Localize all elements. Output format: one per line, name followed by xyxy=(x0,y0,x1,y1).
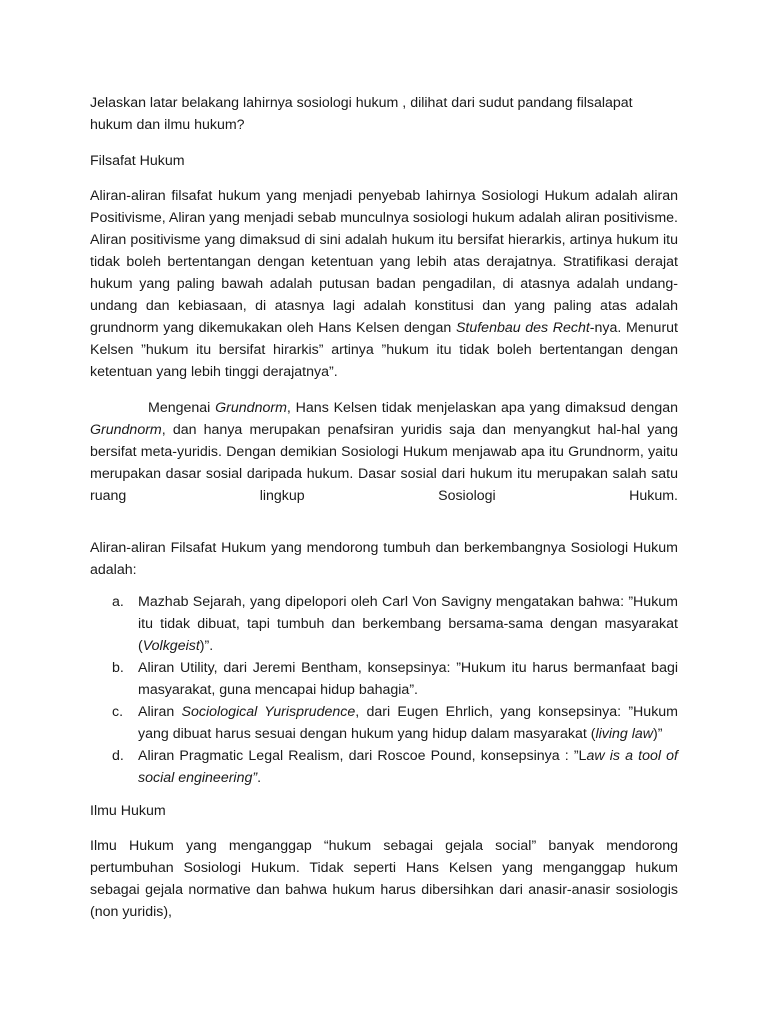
paragraph-text: -nya. Menurut Kelsen ”hukum itu bersifat hirarkis” artinya ”hukum itu tidak boleh bertentangan dengan ketentuan yang lebih tinggi derajatnya”. xyxy=(90,320,678,380)
list-item xyxy=(90,591,678,657)
paragraph-text: , Hans Kelsen tidak menjelaskan apa yang dimaksud dengan xyxy=(286,400,678,416)
list-text: Mazhab Sejarah, yang dipelopori oleh Carl Von Savigny mengatakan bahwa: ”Hukum itu tidak dibuat, tapi tumbuh dan berkembang bersama-sama dengan masyarakat ( xyxy=(138,594,678,654)
list-text: . xyxy=(257,770,262,786)
list-item xyxy=(90,701,678,745)
paragraph-grundnorm xyxy=(90,397,678,507)
list-marker: c. xyxy=(112,704,124,720)
question-text: Jelaskan latar belakang lahirnya sosiologi hukum , dilihat dari sudut pandang filsalapat hukum dan ilmu hukum? xyxy=(90,95,633,133)
italic-term: Grundnorm xyxy=(215,400,287,416)
heading-filsafat-hukum: Filsafat Hukum xyxy=(90,153,185,169)
paragraph-text: Aliran-aliran filsafat hukum yang menjadi penyebab lahirnya Sosiologi Hukum adalah aliran Positivisme, Aliran yang menjadi sebab munculnya sosiologi hukum adalah aliran positivisme. Aliran positivisme yang dimaksud di sini adalah hukum itu bersifat hierarkis, artinya hukum itu tidak boleh bertentangan dengan ketentuan yang lebih atas derajatnya. Stratifikasi derajat hukum yang paling bawah adalah putusan badan pengadilan, di atasnya adalah undang-undang dan kebiasaan, di atasnya lagi adalah konstitusi dan yang paling atas adalah grundnorm yang dikemukakan oleh Hans Kelsen dengan xyxy=(90,188,678,336)
list-text: )”. xyxy=(199,638,214,654)
italic-term: Stufenbau des Recht xyxy=(455,320,590,336)
list-marker: a. xyxy=(112,594,124,610)
list-text: Aliran xyxy=(138,704,182,720)
list-text: )” xyxy=(653,726,663,742)
list-item xyxy=(90,745,678,789)
italic-term: Grundnorm xyxy=(90,422,162,438)
list-text: Aliran Pragmatic Legal Realism, dari Roscoe Pound, konsepsinya : ”L xyxy=(138,748,587,764)
paragraph-text: Mengenai xyxy=(148,400,216,416)
paragraph-aliran-intro: Aliran-aliran Filsafat Hukum yang mendorong tumbuh dan berkembangnya Sosiologi Hukum adalah: xyxy=(90,540,678,578)
italic-term: aw is a tool of social engineering” xyxy=(138,748,678,786)
italic-term: Volkgeist xyxy=(142,638,200,654)
list-marker: b. xyxy=(112,660,124,676)
italic-term: Sociological Yurisprudence xyxy=(181,704,356,720)
italic-term: living law xyxy=(595,726,653,742)
list-item xyxy=(90,657,678,701)
aliran-list xyxy=(90,591,678,789)
list-text: Aliran Utility, dari Jeremi Bentham, konsepsinya: ”Hukum itu harus bermanfaat bagi masyarakat, guna mencapai hidup bahagia”. xyxy=(138,660,678,698)
paragraph-positivisme xyxy=(90,185,678,383)
paragraph-text: , dan hanya merupakan penafsiran yuridis saja dan menyangkut hal-hal yang bersifat meta-yuridis. Dengan demikian Sosiologi Hukum menjawab apa itu Grundnorm, yaitu merupakan dasar sosial daripada hukum. Dasar sosial dari hukum itu merupakan salah satu ruang lingkup Sosiologi Hukum. xyxy=(90,422,678,504)
paragraph-ilmu-hukum: Ilmu Hukum yang menganggap “hukum sebagai gejala social” banyak mendorong pertumbuhan Sosiologi Hukum. Tidak seperti Hans Kelsen yang menganggap hukum sebagai gejala normative dan bahwa hukum harus dibersihkan dari anasir-anasir sosiologis (non yuridis), xyxy=(90,838,678,920)
heading-ilmu-hukum: Ilmu Hukum xyxy=(90,803,166,819)
list-marker: d. xyxy=(112,748,124,764)
list-text: , dari Eugen Ehrlich, yang konsepsinya: ”Hukum yang dibuat harus sesuai dengan hukum yang hidup dalam masyarakat ( xyxy=(138,704,679,742)
